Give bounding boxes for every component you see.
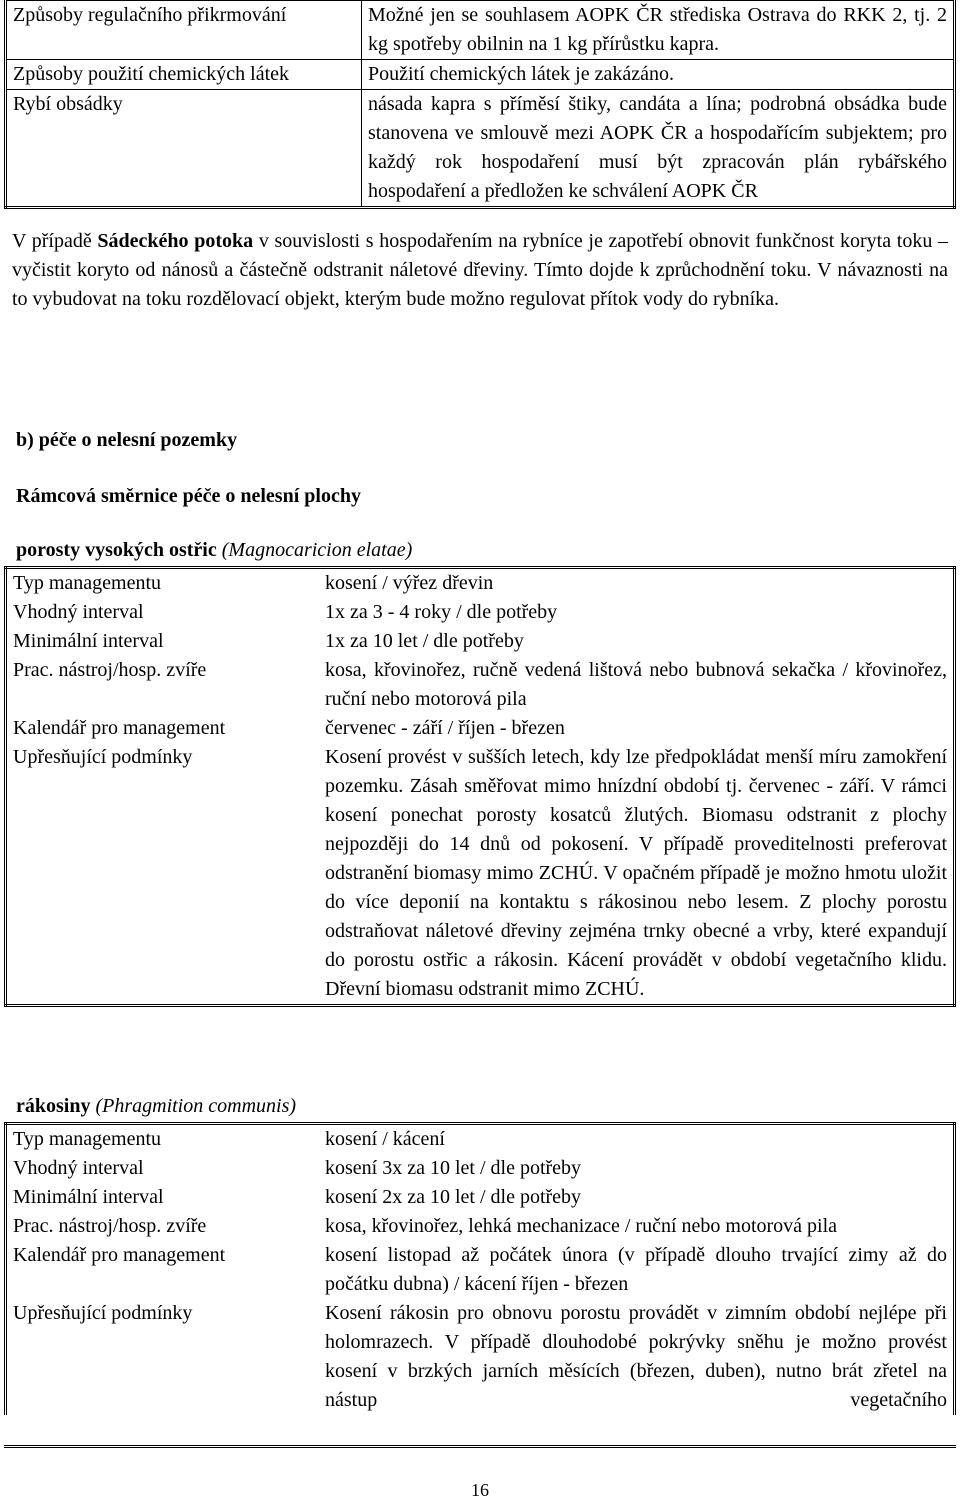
row-value: kosení 2x za 10 let / dle potřeby [325, 1186, 582, 1208]
table-row [6, 598, 955, 627]
row-label: Způsoby použití chemických látek [6, 60, 362, 90]
row-value: kosení listopad až počátek února (v případě dlouho trvající zimy až do počátku dubna) / kácení říjen - březen [325, 1244, 947, 1295]
row-value: 1x za 10 let / dle potřeby [325, 630, 524, 652]
stream-name: Sádeckého potoka [97, 230, 254, 252]
reed-management-table [4, 1122, 956, 1415]
row-value: kosení / kácení [325, 1128, 445, 1150]
row-label: Kalendář pro management [13, 1244, 226, 1266]
row-value: kosa, křovinořez, lehká mechanizace / ruční nebo motorová pila [325, 1215, 838, 1237]
habitat-title [16, 536, 412, 565]
page-number: 16 [471, 1480, 489, 1500]
row-label: Vhodný interval [13, 601, 144, 623]
row-value: Možné jen se souhlasem AOPK ČR střediska Ostrava do RKK 2, tj. 2 kg spotřeby obilnin na 1 kg přírůstku kapra. [362, 1, 955, 60]
table-row [6, 743, 955, 1006]
reed-management-block [4, 1122, 956, 1448]
row-label: Způsoby regulačního přikrmování [6, 1, 362, 60]
row-label: Upřesňující podmínky [13, 1302, 193, 1324]
row-label: Prac. nástroj/hosp. zvíře [13, 1215, 207, 1237]
habitat-latin-name: (Phragmition communis) [90, 1095, 297, 1117]
row-label: Minimální interval [13, 630, 164, 652]
body-paragraph [12, 227, 948, 314]
table-row [6, 1154, 955, 1183]
sedge-management-table [4, 566, 956, 1007]
row-value: kosení 3x za 10 let / dle potřeby [325, 1157, 582, 1179]
row-label: Typ managementu [13, 572, 161, 594]
table-row [6, 1, 955, 60]
row-value: červenec - září / říjen - březen [325, 717, 565, 739]
row-value: 1x za 3 - 4 roky / dle potřeby [325, 601, 558, 623]
table-row [6, 1124, 955, 1155]
row-label: Prac. nástroj/hosp. zvíře [13, 659, 207, 681]
table-row [6, 1241, 955, 1299]
row-label: Kalendář pro management [13, 717, 226, 739]
row-value: Kosení provést v sušších letech, kdy lze předpokládat menší míru zamokření pozemku. Zásah směřovat mimo hnízdní období tj. červenec - září. V rámci kosení ponechat porosty kosatců žlutých. Biomasu odstranit z plochy nejpozději do 14 dnů od pokosení. V případě proveditelnosti preferovat odstranění biomasy mimo ZCHÚ. V opačném případě je možno hmotu uložit do více deponií na kontaktu s rákosinou nebo lesem. Z plochy porostu odstraňovat náletové dřeviny zejména trnky obecné a vrby, které expandují do porostu ostřic a rákosin. Kácení provádět v období vegetačního klidu. Dřevní biomasu odstranit mimo ZCHÚ. [325, 746, 947, 1000]
table-row [6, 627, 955, 656]
fishpond-management-table [4, 0, 956, 209]
table-row [6, 714, 955, 743]
table-row [6, 1212, 955, 1241]
table-row [6, 90, 955, 208]
table-row [6, 60, 955, 90]
row-value: Použití chemických látek je zakázáno. [362, 60, 955, 90]
habitat-latin-name: (Magnocaricion elatae) [216, 539, 413, 561]
row-label: Minimální interval [13, 1186, 164, 1208]
table-row [6, 1183, 955, 1212]
sedge-management-block [4, 566, 956, 1007]
paragraph-text: v souvislosti s hospodařením na rybníce je zapotřebí obnovit funkčnost koryta toku – vyčistit koryto od nánosů a částečně odstranit náletové dřeviny. Tímto dojde k zprůchodnění toku. V návaznosti na to vybudovat na toku rozdělovací objekt, kterým bude možno regulovat přítok vody do rybníka. [12, 230, 948, 310]
row-label: Typ managementu [13, 1128, 161, 1150]
row-label: Vhodný interval [13, 1157, 144, 1179]
row-label: Upřesňující podmínky [13, 746, 193, 768]
row-value: kosení / výřez dřevin [325, 572, 494, 594]
document-page [4, 0, 956, 314]
section-heading: b) péče o nelesní pozemky [16, 429, 238, 451]
subsection-heading: Rámcová směrnice péče o nelesní plochy [16, 485, 361, 507]
habitat-name: porosty vysokých ostřic [16, 539, 217, 561]
table-row [6, 1299, 955, 1415]
row-value: násada kapra s příměsí štiky, candáta a lína; podrobná obsádka bude stanovena ve smlouvě mezi AOPK ČR a hospodařícím subjektem; pro každý rok hospodaření musí být zpracován plán rybářského hospodaření a předložen ke schválení AOPK ČR [362, 90, 955, 208]
habitat-name: rákosiny [16, 1095, 91, 1117]
row-value: kosa, křovinořez, ručně vedená lištová nebo bubnová sekačka / křovinořez, ruční nebo motorová pila [325, 659, 947, 710]
row-label: Rybí obsádky [6, 90, 362, 208]
table-row [6, 656, 955, 714]
paragraph-text: V případě [12, 230, 98, 252]
row-value: Kosení rákosin pro obnovu porostu provádět v zimním období nejlépe při holomrazech. V případě dlouhodobé pokrývky sněhu je možno provést kosení v brzkých jarních měsících (březen, duben), nutno brát zřetel na nástup vegetačního [325, 1302, 947, 1411]
habitat-title [16, 1092, 296, 1121]
table-row [6, 568, 955, 599]
